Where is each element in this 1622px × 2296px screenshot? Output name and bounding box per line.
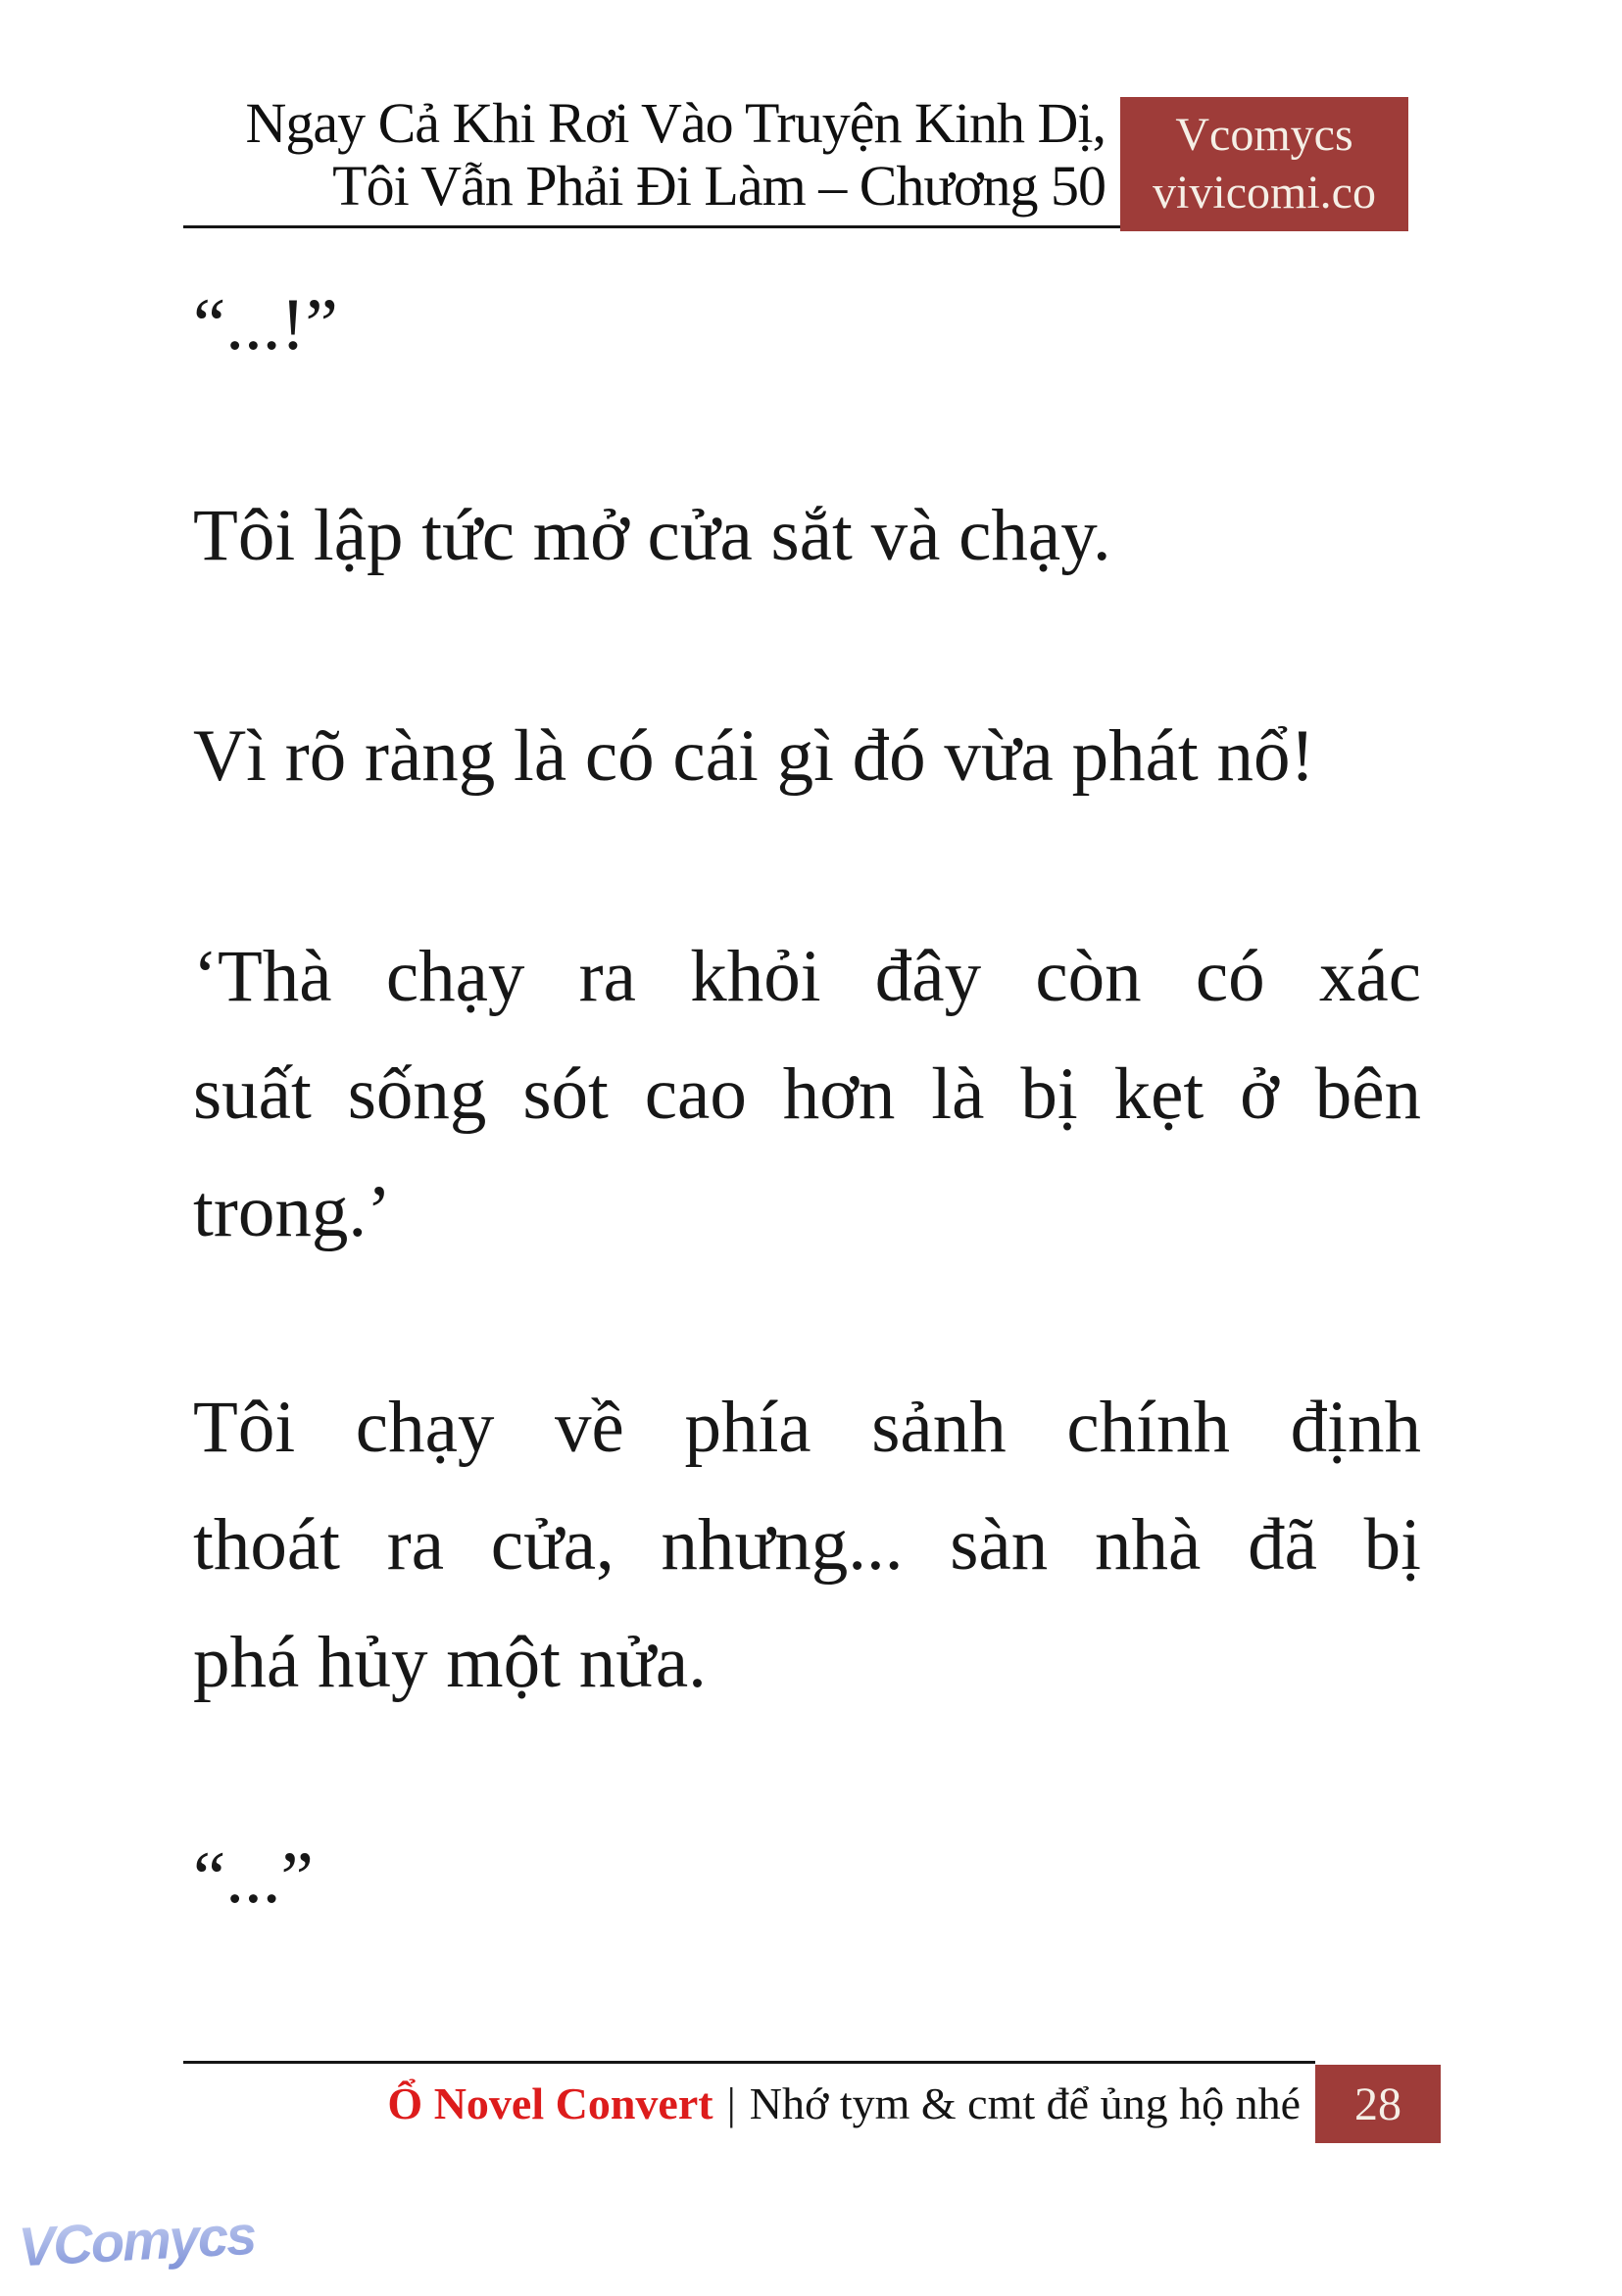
- footer-credit: [183, 2072, 1301, 2136]
- paragraph-line: Tôi chạy về phía sảnh chính định: [193, 1387, 1421, 1468]
- paragraph-line: “...”: [193, 1837, 314, 1919]
- page-number: 28: [1354, 2077, 1401, 2130]
- watermark-logo-graphic: [16, 2197, 261, 2291]
- watermark-text: VComycs: [17, 2203, 257, 2278]
- paragraph-line: trong.’: [193, 1171, 392, 1252]
- header-divider: [183, 225, 1120, 228]
- paragraph-line: Vì rõ ràng là có cái gì đó vừa phát nổ!: [193, 715, 1315, 797]
- paragraph-line: suất sống sót cao hơn là bị kẹt ở bên: [193, 1053, 1421, 1135]
- chapter-title-line1: Ngay Cả Khi Rơi Vào Truyện Kinh Dị,: [245, 91, 1106, 155]
- paragraph: [193, 1820, 1421, 1937]
- site-badge-name: Vcomycs: [1175, 109, 1353, 161]
- footer-separator: |: [726, 2078, 736, 2128]
- page-number-badge: [1315, 2065, 1441, 2143]
- paragraph-line: “...!”: [193, 284, 338, 366]
- site-badge: [1120, 97, 1408, 231]
- chapter-title: [245, 92, 1106, 218]
- paragraph: [193, 1369, 1421, 1722]
- paragraph-line: phá hủy một nửa.: [193, 1622, 707, 1703]
- paragraph-line: ‘Thà chạy ra khỏi đây còn có xác: [193, 936, 1421, 1017]
- footer-note: Nhớ tym & cmt để ủng hộ nhé: [749, 2078, 1301, 2128]
- paragraph-line: thoát ra cửa, nhưng... sàn nhà đã bị: [193, 1504, 1421, 1586]
- paragraph: [193, 477, 1421, 595]
- paragraph: [193, 698, 1421, 815]
- body-text: [193, 267, 1421, 1937]
- chapter-title-line2: Tôi Vẫn Phải Đi Làm – Chương 50: [332, 154, 1106, 218]
- paragraph: [193, 918, 1421, 1271]
- paragraph-line: Tôi lập tức mở cửa sắt và chạy.: [193, 495, 1111, 576]
- paragraph: [193, 267, 1421, 384]
- site-badge-url: vivicomi.co: [1153, 167, 1376, 219]
- footer-brand: Ổ Novel Convert: [387, 2078, 713, 2128]
- footer-divider: [183, 2061, 1315, 2064]
- vcomycs-watermark-logo: [16, 2197, 261, 2291]
